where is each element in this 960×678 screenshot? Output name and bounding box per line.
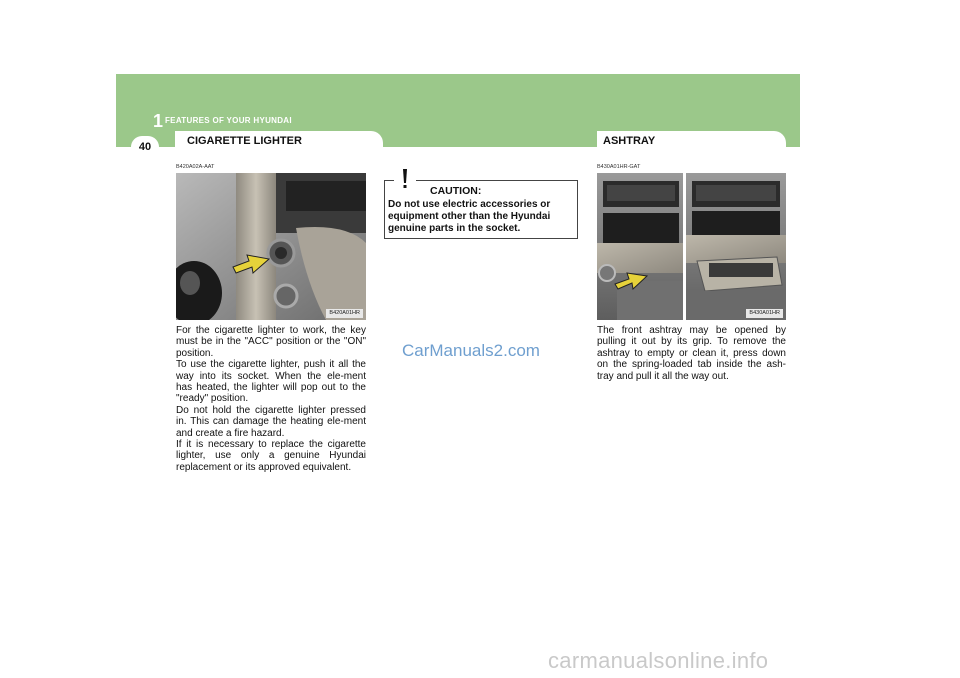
arrow-icon <box>231 249 271 275</box>
watermark: CarManuals2.com <box>402 341 540 360</box>
warning-icon <box>394 167 416 191</box>
heading-ashtray: ASHTRAY <box>597 131 786 152</box>
lighter-photo <box>176 173 366 320</box>
image-code-ashtray: B430A01HR <box>746 309 783 318</box>
ashtray-instructions: The front ashtray may be opened by pulling it out by its grip. To remove the ashtray to empty or clean it, press down on the spring-loaded tab inside the ash-tray and pull it all the way out. <box>597 325 786 382</box>
ashtray-photos <box>597 173 786 320</box>
caution-text: Do not use electric accessories or equipment other than the Hyundai genuine parts in the socket. <box>388 199 551 234</box>
paragraph: To use the cigarette lighter, push it all the way into its socket. When the ele-ment has heated, the lighter will pop out to the "ready" position. <box>176 359 366 405</box>
page-number: 40 <box>131 136 159 158</box>
paragraph: Do not hold the cigarette lighter pressed in. This can damage the heating ele-ment and create a fire hazard. <box>176 404 366 439</box>
heading-cigarette-lighter: CIGARETTE LIGHTER <box>175 131 383 152</box>
caution-title: CAUTION: <box>430 185 482 197</box>
lighter-instructions <box>176 325 366 473</box>
image-code-lighter: B420A01HR <box>326 309 363 318</box>
chapter-number: 1 <box>153 111 164 131</box>
paragraph: For the cigarette lighter to work, the key must be in the "ACC" position or the "ON" position. <box>176 325 366 359</box>
arrow-icon <box>613 268 649 290</box>
section-title: FEATURES OF YOUR HYUNDAI <box>165 116 292 125</box>
ref-code-ashtray: B430A01HR-GAT <box>597 164 641 170</box>
footer-watermark: carmanualsonline.info <box>548 648 769 673</box>
paragraph: If it is necessary to replace the cigarette lighter, use only a genuine Hyundai replacement or its approved equivalent. <box>176 439 366 473</box>
ref-code-lighter: B420A02A-AAT <box>176 164 215 170</box>
